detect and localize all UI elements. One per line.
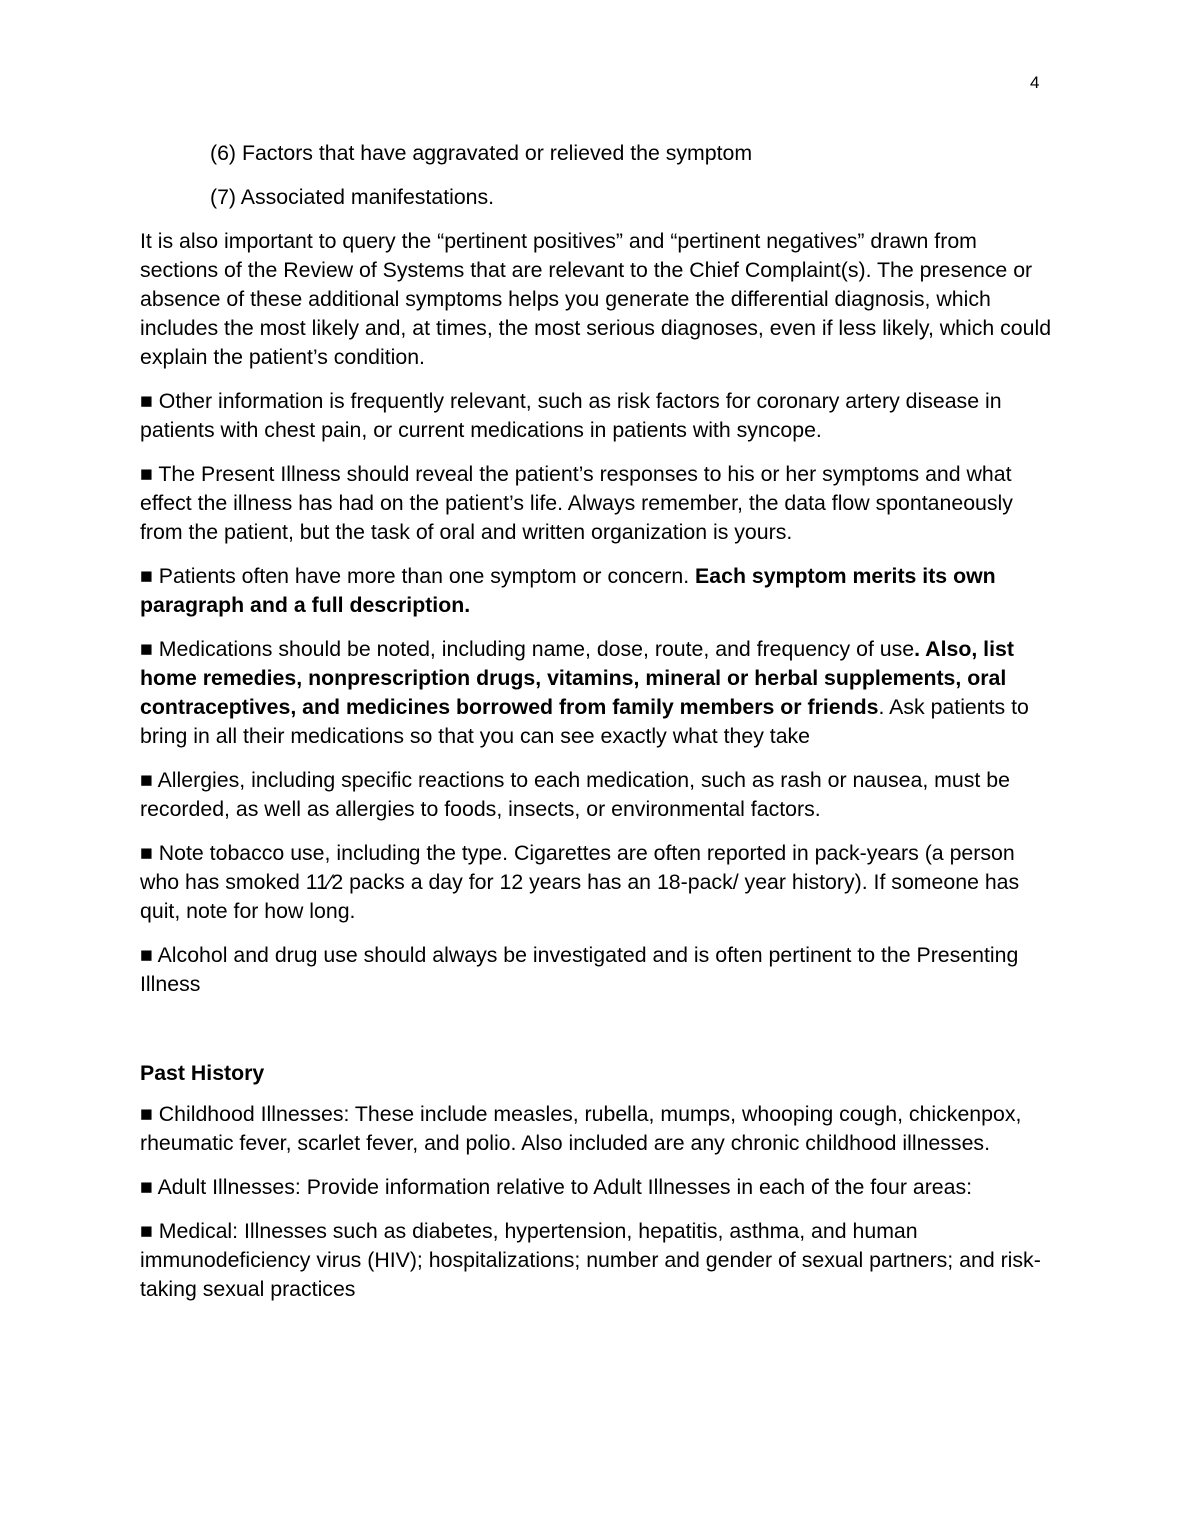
intro-paragraph: It is also important to query the “pertinent positives” and “pertinent negatives” drawn from sections of the Review of Systems that are relevant to the Chief Complaint(s). The presence or absence of these additional symptoms helps you generate the differential diagnosis, which includes the most likely and, at times, the most serious diagnoses, even if less likely, which could explain the patient’s condition. — [140, 229, 1052, 369]
bullet-multiple-symptoms — [140, 562, 1055, 620]
bullet-present-illness: ■ The Present Illness should reveal the patient’s responses to his or her symptoms and what effect the illness has had on the patient’s life. Always remember, the data flow spontaneously from the patient, but the task of oral and written organization is yours. — [140, 462, 1013, 544]
bullet-medications — [140, 635, 1055, 751]
page-content — [140, 139, 1055, 1319]
bullet-allergies: ■ Allergies, including specific reactions to each medication, such as rash or nausea, must be recorded, as well as allergies to foods, insects, or environmental factors. — [140, 768, 1010, 821]
list-item-6: (6) Factors that have aggravated or relieved the symptom — [210, 141, 753, 165]
section-spacer — [140, 1014, 1055, 1059]
page-number: 4 — [1030, 73, 1040, 92]
medications-text: ■ Medications should be noted, including name, dose, route, and frequency of use — [140, 637, 915, 661]
bullet-other-information: ■ Other information is frequently relevant, such as risk factors for coronary artery disease in patients with chest pain, or current medications in patients with syncope. — [140, 389, 1002, 442]
multiple-symptoms-emphasis: Each symptom merits its own paragraph and a full description. — [140, 564, 996, 617]
bullet-adult-illnesses: ■ Adult Illnesses: Provide information relative to Adult Illnesses in each of the four areas: — [140, 1175, 973, 1199]
medications-emphasis: . Also, list home remedies, nonprescription drugs, vitamins, mineral or herbal supplements, oral contraceptives, and medicines borrowed from family members or friends — [140, 637, 1014, 719]
bullet-medical: ■ Medical: Illnesses such as diabetes, hypertension, hepatitis, asthma, and human immunodeficiency virus (HIV); hospitalizations; number and gender of sexual partners; and risk-taking sexual practices — [140, 1219, 1041, 1301]
past-history-heading: Past History — [140, 1061, 265, 1085]
multiple-symptoms-text: ■ Patients often have more than one symptom or concern. — [140, 564, 696, 588]
medications-text-continued: . Ask patients to bring in all their medications so that you can see exactly what they take — [140, 695, 1029, 748]
list-item-7: (7) Associated manifestations. — [210, 185, 495, 209]
bullet-tobacco: ■ Note tobacco use, including the type. Cigarettes are often reported in pack-years (a person who has smoked 11⁄2 packs a day for 12 years has an 18-pack/ year history). If someone has quit, note for how long. — [140, 841, 1020, 923]
bullet-alcohol: ■ Alcohol and drug use should always be investigated and is often pertinent to the Presenting Illness — [140, 943, 1019, 996]
bullet-childhood-illnesses: ■ Childhood Illnesses: These include measles, rubella, mumps, whooping cough, chickenpox, rheumatic fever, scarlet fever, and polio. Also included are any chronic childhood illnesses. — [140, 1102, 1022, 1155]
